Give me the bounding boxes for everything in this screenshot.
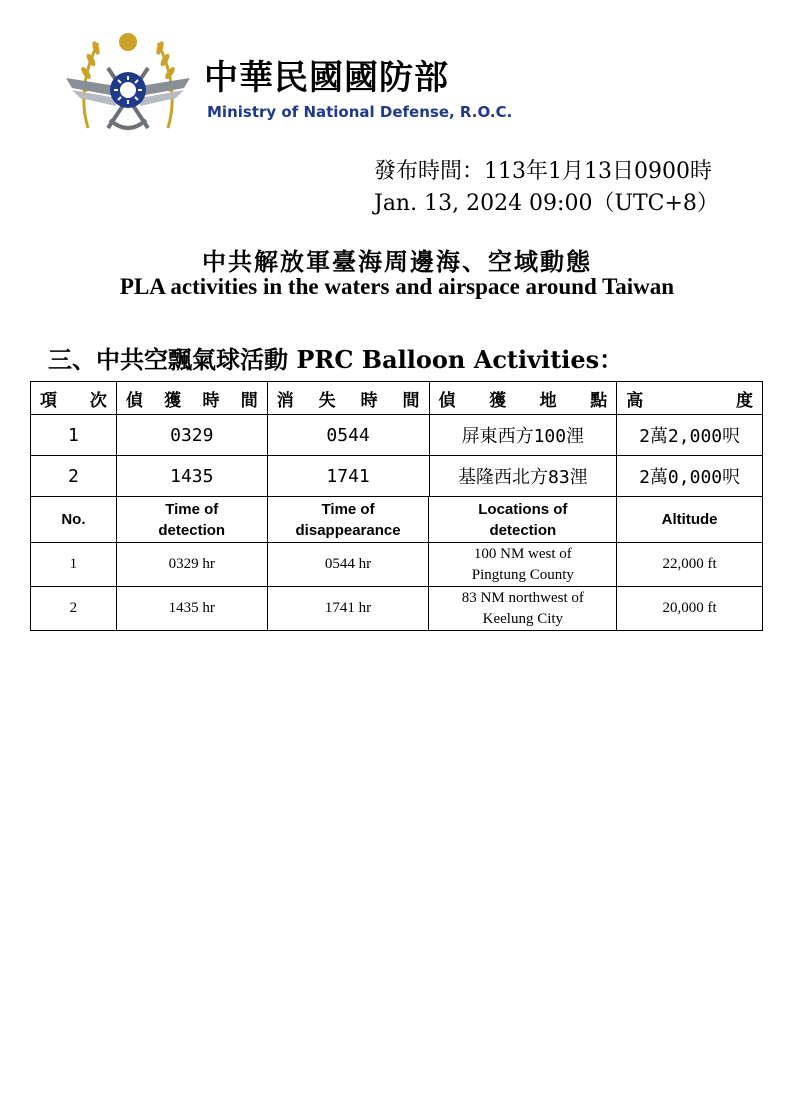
release-time-en: Jan. 13, 2024 09:00（UTC+8）: [374, 191, 719, 216]
header-cell-location: 偵 獲 地 點: [429, 382, 617, 415]
cell-no: 1: [31, 415, 117, 456]
cell-disappearance-time: 1741: [267, 456, 429, 497]
cell-detection-time: 1435 hr: [116, 587, 267, 631]
header-cell-detection-time: 偵 獲 時 間: [116, 382, 267, 415]
cell-disappearance-time: 0544 hr: [267, 543, 429, 587]
header-cell-location: Locations of detection: [429, 497, 617, 543]
cell-location: 基隆西北方83浬: [429, 456, 617, 497]
header-cell-no: No.: [31, 497, 117, 543]
table-row: [31, 415, 763, 456]
table-row: [31, 543, 763, 587]
mnd-emblem-logo: [58, 28, 198, 140]
release-time-zh: 發布時間：113年1月13日0900時: [374, 159, 712, 184]
header-cell-disappearance-time: Time of disappearance: [267, 497, 429, 543]
release-time: [374, 156, 719, 220]
header-cell-detection-time: Time of detection: [116, 497, 267, 543]
cell-detection-time: 1435: [116, 456, 267, 497]
table-header-row: [31, 382, 763, 415]
header-cell-no: 項 次: [31, 382, 117, 415]
cell-location: 100 NM west of Pingtung County: [429, 543, 617, 587]
page-title-en: PLA activities in the waters and airspace around Taiwan: [119, 274, 675, 299]
cell-location: 屏東西方100浬: [429, 415, 617, 456]
page-title-zh: 中共解放軍臺海周邊海、空域動態: [202, 247, 592, 276]
header-cell-altitude: Altitude: [617, 497, 763, 543]
header-cell-disappearance-time: 消 失 時 間: [267, 382, 429, 415]
table-row: [31, 456, 763, 497]
section-heading: 三、中共空飄氣球活動 PRC Balloon Activities：: [48, 345, 624, 374]
cell-no: 2: [31, 456, 117, 497]
cell-altitude: 22,000 ft: [617, 543, 763, 587]
cell-altitude: 2萬0,000呎: [617, 456, 763, 497]
header-cell-altitude: 高 度: [617, 382, 763, 415]
cell-detection-time: 0329 hr: [116, 543, 267, 587]
cell-no: 1: [31, 543, 117, 587]
cell-altitude: 20,000 ft: [617, 587, 763, 631]
org-name-en: Ministry of National Defense, R.O.C.: [207, 103, 513, 121]
cell-location: 83 NM northwest of Keelung City: [429, 587, 617, 631]
table-header-row: [31, 497, 763, 543]
cell-disappearance-time: 1741 hr: [267, 587, 429, 631]
cell-disappearance-time: 0544: [267, 415, 429, 456]
org-name-zh: 中華民國國防部: [204, 58, 449, 98]
cell-no: 2: [31, 587, 117, 631]
cell-altitude: 2萬2,000呎: [617, 415, 763, 456]
balloon-table-en: [30, 496, 763, 631]
cell-detection-time: 0329: [116, 415, 267, 456]
balloon-table-zh: [30, 381, 763, 497]
table-row: [31, 587, 763, 631]
